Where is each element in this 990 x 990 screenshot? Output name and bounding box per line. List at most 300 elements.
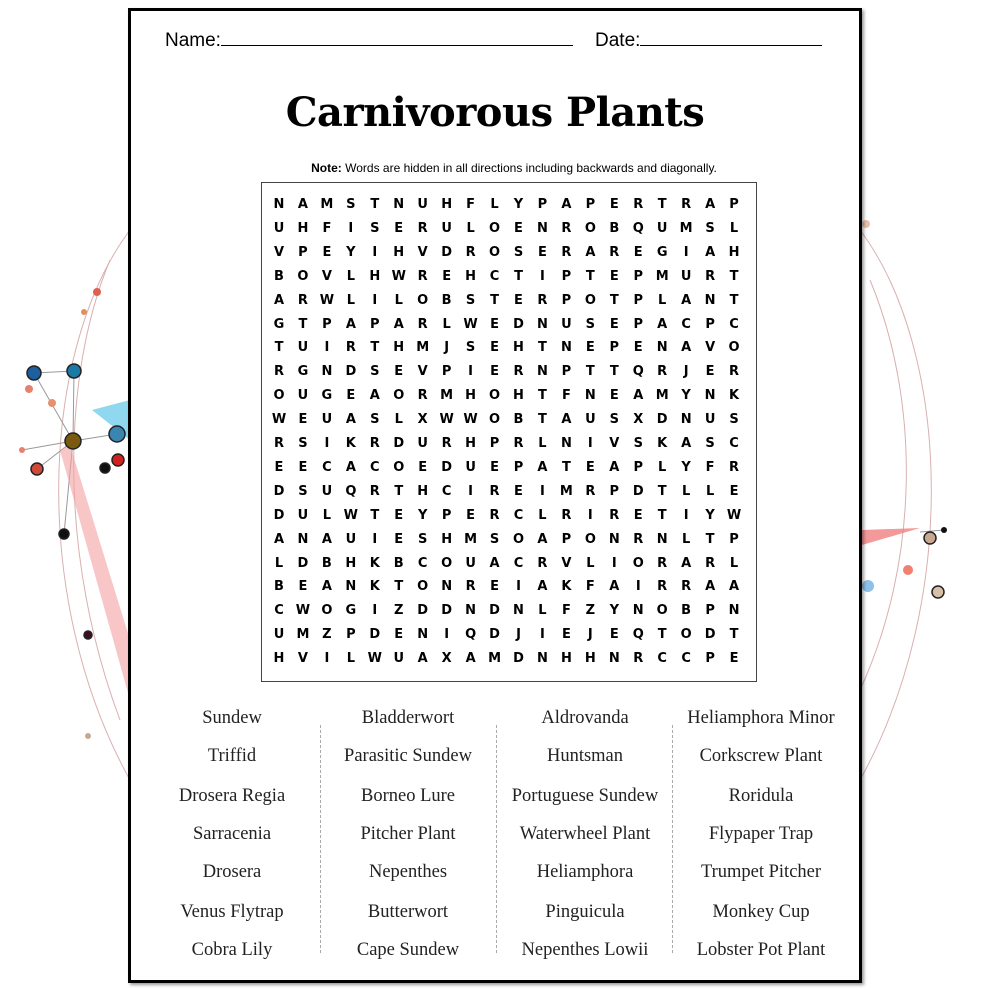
grid-letter[interactable]: Q [345,483,357,499]
grid-letter[interactable]: L [586,555,595,571]
grid-letter[interactable]: Y [609,603,619,619]
grid-letter[interactable]: I [372,531,378,547]
grid-letter[interactable]: L [490,197,499,212]
grid-letter[interactable]: E [633,340,643,356]
grid-letter[interactable]: E [394,627,404,643]
grid-letter[interactable]: J [444,340,450,356]
grid-letter[interactable]: S [298,436,308,451]
grid-letter[interactable]: T [538,412,547,428]
grid-letter[interactable]: H [513,388,524,404]
grid-letter[interactable]: R [681,197,692,212]
grid-letter[interactable]: R [561,244,572,260]
grid-letter[interactable]: R [681,579,692,595]
grid-letter[interactable]: E [394,364,404,380]
grid-letter[interactable]: R [465,244,476,260]
grid-letter[interactable]: I [540,268,545,284]
grid-letter[interactable]: R [633,197,644,212]
grid-letter[interactable]: O [584,531,596,547]
grid-letter[interactable]: D [345,364,357,380]
grid-letter[interactable]: E [346,388,356,404]
grid-letter[interactable]: A [633,388,644,404]
grid-letter[interactable]: A [345,459,356,475]
grid-letter[interactable]: P [705,603,715,619]
name-field[interactable] [165,29,573,52]
grid-letter[interactable]: A [609,579,620,595]
grid-letter[interactable]: O [512,531,525,547]
grid-letter[interactable]: T [561,459,571,475]
grid-letter[interactable]: R [729,459,740,475]
grid-letter[interactable]: A [681,555,692,571]
grid-letter[interactable]: J [587,627,593,643]
grid-letter[interactable]: F [561,388,571,404]
grid-letter[interactable]: H [465,268,477,284]
grid-letter[interactable]: O [273,388,285,404]
grid-letter[interactable]: I [516,579,521,595]
grid-letter[interactable]: J [516,627,521,643]
grid-letter[interactable]: R [417,388,428,404]
grid-letter[interactable]: R [273,436,284,451]
grid-letter[interactable]: N [560,340,572,356]
grid-letter[interactable]: T [394,579,404,595]
grid-letter[interactable]: D [489,603,500,619]
grid-letter[interactable]: U [465,459,476,475]
grid-letter[interactable]: P [633,316,644,332]
grid-letter[interactable]: E [394,507,404,523]
grid-letter[interactable]: R [561,220,572,236]
grid-letter[interactable]: T [538,388,547,404]
grid-letter[interactable]: N [608,531,620,547]
grid-letter[interactable]: E [490,579,499,595]
grid-letter[interactable]: I [540,627,545,643]
grid-letter[interactable]: W [726,507,742,523]
grid-letter[interactable]: N [608,651,620,667]
grid-letter[interactable]: A [705,244,716,260]
grid-letter[interactable]: C [274,603,284,619]
grid-letter[interactable]: N [536,220,548,236]
grid-letter[interactable]: R [609,244,620,260]
grid-letter[interactable]: R [633,531,644,547]
grid-letter[interactable]: H [369,268,381,284]
grid-letter[interactable]: X [633,412,644,428]
grid-letter[interactable]: N [273,197,285,212]
grid-letter[interactable]: R [489,483,500,499]
grid-letter[interactable]: E [274,459,284,475]
grid-letter[interactable]: R [537,555,548,571]
grid-letter[interactable]: L [346,292,355,308]
grid-letter[interactable]: H [417,483,429,499]
grid-letter[interactable]: U [585,412,596,428]
grid-letter[interactable]: R [561,507,572,523]
grid-letter[interactable]: O [489,244,501,260]
grid-letter[interactable]: W [439,412,454,428]
grid-letter[interactable]: R [465,579,476,595]
grid-letter[interactable]: E [585,340,595,356]
grid-letter[interactable]: D [632,483,644,499]
grid-letter[interactable]: G [656,244,668,260]
grid-letter[interactable]: Q [632,627,644,643]
grid-letter[interactable]: N [297,531,309,547]
grid-letter[interactable]: P [609,483,620,499]
grid-letter[interactable]: S [705,436,715,451]
grid-letter[interactable]: R [297,292,308,308]
grid-letter[interactable]: A [681,340,692,356]
grid-letter[interactable]: B [274,579,284,595]
grid-letter[interactable]: G [345,603,357,619]
grid-letter[interactable]: A [321,531,332,547]
grid-letter[interactable]: A [609,459,620,475]
grid-letter[interactable]: B [441,292,452,308]
grid-letter[interactable]: A [537,579,548,595]
grid-letter[interactable]: E [609,316,619,332]
grid-letter[interactable]: T [729,627,739,643]
grid-letter[interactable]: S [729,412,739,428]
grid-letter[interactable]: H [728,244,740,260]
grid-letter[interactable]: M [559,483,573,499]
grid-letter[interactable]: E [490,364,499,380]
grid-letter[interactable]: U [321,412,333,428]
grid-letter[interactable]: R [705,268,716,284]
grid-letter[interactable]: N [584,388,596,404]
grid-letter[interactable]: P [561,531,572,547]
grid-letter[interactable]: F [466,197,476,212]
grid-letter[interactable]: L [466,220,475,236]
grid-letter[interactable]: N [728,603,740,619]
grid-letter[interactable]: T [274,340,284,356]
grid-letter[interactable]: S [465,340,476,356]
grid-letter[interactable]: A [297,197,308,212]
grid-letter[interactable]: W [295,603,311,619]
grid-letter[interactable]: R [369,483,380,499]
grid-letter[interactable]: A [681,292,692,308]
grid-letter[interactable]: U [345,531,357,547]
grid-letter[interactable]: W [367,651,382,667]
grid-letter[interactable]: H [393,340,405,356]
grid-letter[interactable]: E [633,244,643,260]
grid-letter[interactable]: N [513,603,524,619]
grid-letter[interactable]: S [298,483,308,499]
grid-letter[interactable]: N [536,651,548,667]
grid-letter[interactable]: E [394,531,404,547]
grid-letter[interactable]: P [441,507,452,523]
grid-letter[interactable]: D [489,627,500,643]
grid-letter[interactable]: M [440,388,454,404]
grid-letter[interactable]: A [537,459,548,475]
grid-letter[interactable]: N [393,197,405,212]
grid-letter[interactable]: M [655,388,669,404]
grid-letter[interactable]: N [656,340,668,356]
grid-letter[interactable]: E [609,268,619,284]
grid-letter[interactable]: E [561,627,571,643]
grid-letter[interactable]: L [322,507,332,523]
grid-letter[interactable]: G [321,388,333,404]
grid-letter[interactable]: U [297,507,309,523]
grid-letter[interactable]: S [585,316,596,332]
grid-letter[interactable]: X [441,651,452,667]
grid-letter[interactable]: A [465,651,476,667]
grid-letter[interactable]: T [514,268,523,284]
grid-letter[interactable]: H [465,388,477,404]
grid-letter[interactable]: D [704,627,716,643]
grid-letter[interactable]: A [345,316,356,332]
grid-letter[interactable]: O [489,220,501,236]
grid-letter[interactable]: A [705,579,716,595]
grid-letter[interactable]: Z [322,627,332,643]
grid-letter[interactable]: C [417,555,428,571]
grid-letter[interactable]: F [322,220,332,236]
grid-letter[interactable]: C [513,507,524,523]
grid-letter[interactable]: C [441,483,452,499]
grid-letter[interactable]: E [729,651,739,667]
grid-letter[interactable]: E [490,340,499,356]
grid-letter[interactable]: W [319,292,335,308]
grid-letter[interactable]: P [609,340,620,356]
grid-letter[interactable]: I [611,555,617,571]
grid-letter[interactable]: C [513,555,524,571]
grid-letter[interactable]: I [587,507,593,523]
grid-letter[interactable]: E [729,483,739,499]
grid-letter[interactable]: I [683,507,689,523]
grid-letter[interactable]: Y [513,197,524,212]
grid-letter[interactable]: K [369,555,380,571]
grid-letter[interactable]: B [513,412,524,428]
grid-letter[interactable]: O [632,555,644,571]
grid-letter[interactable]: V [417,364,428,380]
grid-letter[interactable]: T [538,340,547,356]
grid-letter[interactable]: L [538,603,547,619]
grid-letter[interactable]: L [729,555,739,571]
grid-letter[interactable]: Y [417,507,428,523]
grid-letter[interactable]: R [273,364,284,380]
grid-letter[interactable]: L [442,316,451,332]
grid-letter[interactable]: L [681,483,691,499]
grid-letter[interactable]: R [417,268,428,284]
grid-letter[interactable]: P [561,364,572,380]
grid-letter[interactable]: E [394,220,404,236]
grid-letter[interactable]: V [609,436,620,451]
grid-letter[interactable]: G [273,316,285,332]
grid-letter[interactable]: S [705,220,715,236]
grid-letter[interactable]: I [324,340,330,356]
grid-letter[interactable]: O [584,220,596,236]
grid-letter[interactable]: U [321,483,333,499]
grid-letter[interactable]: P [633,268,644,284]
grid-letter[interactable]: V [705,340,716,356]
grid-letter[interactable]: R [609,507,620,523]
grid-letter[interactable]: N [632,603,644,619]
grid-letter[interactable]: C [681,651,691,667]
grid-letter[interactable]: S [346,197,356,212]
grid-letter[interactable]: T [729,268,739,284]
grid-letter[interactable]: B [681,603,692,619]
grid-letter[interactable]: X [417,412,428,428]
grid-letter[interactable]: C [322,459,332,475]
grid-letter[interactable]: T [370,340,380,356]
grid-letter[interactable]: F [561,603,571,619]
grid-letter[interactable]: P [298,244,308,260]
grid-letter[interactable]: R [657,364,668,380]
grid-letter[interactable]: Y [681,388,691,404]
grid-letter[interactable]: E [585,459,595,475]
grid-letter[interactable]: E [514,292,523,308]
grid-letter[interactable]: B [274,268,284,284]
grid-letter[interactable]: D [513,651,524,667]
grid-letter[interactable]: Q [465,627,477,643]
grid-letter[interactable]: T [657,197,667,212]
grid-letter[interactable]: H [441,531,453,547]
grid-letter[interactable]: C [657,651,667,667]
grid-letter[interactable]: A [657,316,668,332]
grid-letter[interactable]: B [609,220,620,236]
grid-letter[interactable]: E [633,507,643,523]
grid-letter[interactable]: W [271,412,287,428]
grid-letter[interactable]: P [322,316,332,332]
grid-letter[interactable]: B [393,555,404,571]
grid-letter[interactable]: I [468,364,474,380]
grid-letter[interactable]: L [538,507,547,523]
grid-letter[interactable]: A [705,197,716,212]
grid-letter[interactable]: G [297,364,309,380]
grid-letter[interactable]: E [514,220,523,236]
grid-letter[interactable]: D [393,436,405,451]
grid-letter[interactable]: L [538,436,547,451]
grid-letter[interactable]: U [297,340,309,356]
grid-letter[interactable]: I [540,483,545,499]
grid-letter[interactable]: E [322,244,332,260]
grid-letter[interactable]: P [705,316,715,332]
grid-letter[interactable]: Z [585,603,596,619]
grid-letter[interactable]: D [369,627,381,643]
grid-letter[interactable]: O [728,340,740,356]
grid-letter[interactable]: L [658,292,667,308]
grid-letter[interactable]: O [489,388,501,404]
grid-letter[interactable]: K [345,436,356,451]
grid-letter[interactable]: A [345,412,356,428]
grid-letter[interactable]: R [489,507,500,523]
grid-letter[interactable]: O [584,292,596,308]
grid-letter[interactable]: Q [632,220,644,236]
grid-letter[interactable]: C [370,459,380,475]
grid-letter[interactable]: S [633,436,643,451]
grid-letter[interactable]: U [465,555,476,571]
grid-letter[interactable]: U [417,197,428,212]
grid-letter[interactable]: U [656,220,668,236]
grid-letter[interactable]: I [372,244,378,260]
grid-letter[interactable]: A [561,412,572,428]
grid-letter[interactable]: E [705,364,715,380]
grid-letter[interactable]: I [444,627,450,643]
grid-letter[interactable]: P [346,627,356,643]
grid-letter[interactable]: U [273,220,285,236]
grid-letter[interactable]: S [489,531,500,547]
grid-letter[interactable]: L [681,531,691,547]
grid-letter[interactable]: T [657,627,667,643]
grid-letter[interactable]: E [466,507,476,523]
grid-letter[interactable]: C [681,316,691,332]
grid-letter[interactable]: U [704,412,716,428]
grid-letter[interactable]: D [441,603,453,619]
grid-letter[interactable]: D [441,459,453,475]
grid-letter[interactable]: V [417,244,428,260]
grid-letter[interactable]: S [465,292,476,308]
grid-letter[interactable]: W [391,268,406,284]
grid-letter[interactable]: Y [346,244,356,260]
grid-letter[interactable]: A [321,579,332,595]
grid-letter[interactable]: F [705,459,715,475]
grid-letter[interactable]: N [536,364,548,380]
grid-letter[interactable]: I [348,220,354,236]
grid-letter[interactable]: E [490,316,499,332]
grid-letter[interactable]: L [346,651,355,667]
grid-letter[interactable]: P [729,531,739,547]
grid-letter[interactable]: E [609,627,619,643]
grid-letter[interactable]: N [680,412,692,428]
grid-letter[interactable]: A [489,555,500,571]
grid-letter[interactable]: S [513,244,524,260]
grid-letter[interactable]: R [513,436,524,451]
grid-letter[interactable]: N [656,531,668,547]
grid-letter[interactable]: S [370,412,380,428]
grid-letter[interactable]: M [488,651,502,667]
grid-letter[interactable]: A [681,436,692,451]
grid-letter[interactable]: R [633,651,644,667]
grid-letter[interactable]: P [729,197,739,212]
grid-letter[interactable]: F [585,579,595,595]
grid-letter[interactable]: W [463,316,478,332]
grid-letter[interactable]: P [561,292,572,308]
grid-letter[interactable]: P [633,292,644,308]
grid-letter[interactable]: E [609,388,619,404]
grid-letter[interactable]: S [370,220,380,236]
grid-letter[interactable]: R [657,555,668,571]
grid-letter[interactable]: A [561,197,572,212]
grid-letter[interactable]: I [683,244,689,260]
grid-letter[interactable]: E [298,412,308,428]
grid-letter[interactable]: U [441,220,452,236]
grid-letter[interactable]: P [370,316,380,332]
grid-letter[interactable]: O [393,388,405,404]
grid-letter[interactable]: D [273,507,285,523]
grid-letter[interactable]: T [657,507,667,523]
grid-letter[interactable]: D [441,244,453,260]
grid-letter[interactable]: Y [681,459,691,475]
grid-letter[interactable]: E [298,579,308,595]
grid-letter[interactable]: P [585,197,596,212]
grid-letter[interactable]: R [585,483,596,499]
grid-letter[interactable]: C [489,268,500,284]
grid-letter[interactable]: A [585,244,596,260]
grid-letter[interactable]: T [585,364,595,380]
date-field[interactable] [595,29,822,52]
grid-letter[interactable]: L [394,412,403,428]
grid-letter[interactable]: I [324,436,330,451]
grid-letter[interactable]: O [417,292,429,308]
grid-letter[interactable]: O [489,412,501,428]
grid-letter[interactable]: V [321,268,332,284]
grid-letter[interactable]: L [346,268,355,284]
grid-letter[interactable]: H [513,340,524,356]
grid-letter[interactable]: E [537,244,547,260]
grid-letter[interactable]: U [297,388,309,404]
grid-letter[interactable]: H [465,436,477,451]
grid-letter[interactable]: H [273,651,285,667]
grid-letter[interactable]: N [560,436,572,451]
grid-letter[interactable]: W [343,507,359,523]
grid-letter[interactable]: N [704,388,716,404]
grid-letter[interactable]: A [729,579,740,595]
grid-letter[interactable]: P [633,459,644,475]
grid-letter[interactable]: T [609,364,619,380]
grid-letter[interactable]: N [441,579,453,595]
